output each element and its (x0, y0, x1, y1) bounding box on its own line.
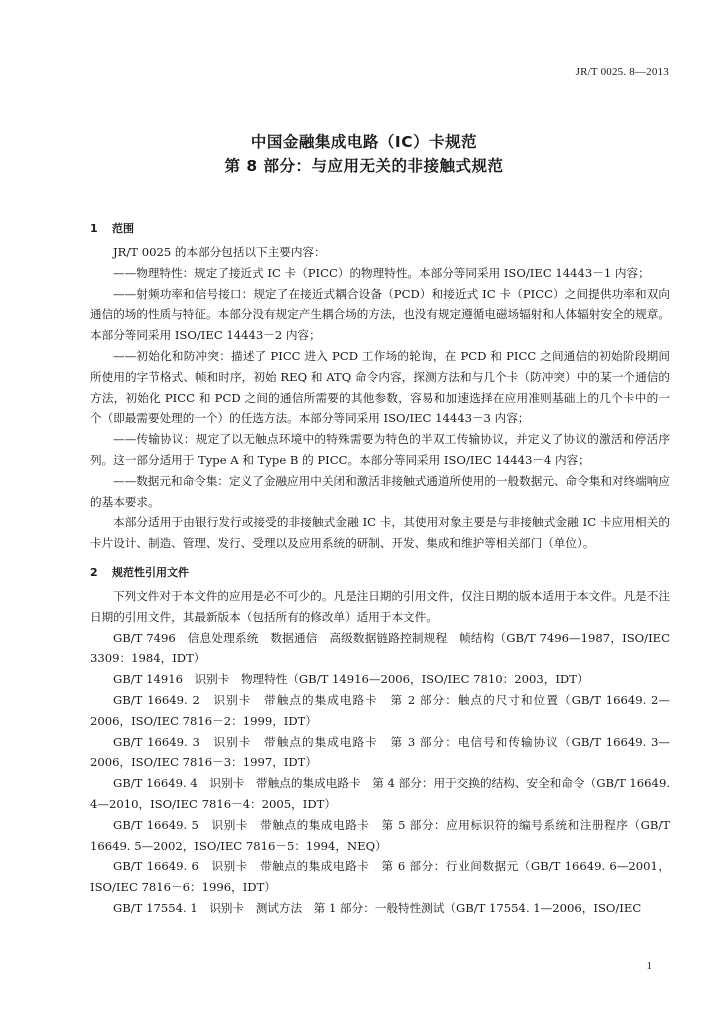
paragraph: 本部分适用于由银行发行或接受的非接触式金融 IC 卡，其使用对象主要是与非接触式金融 IC 卡应用相关的卡片设计、制造、管理、发行、受理以及应用系统的研制、开发、集成和维护等相关部门（单位）。 (90, 515, 670, 551)
reference-entry: GB/T 16649. 3 识别卡 带触点的集成电路卡 第 3 部分：电信号和传输协议（GB/T 16649. 3—2006，ISO/IEC 7816－3：1997，IDT） (90, 734, 670, 770)
reference-entry: GB/T 17554. 1 识别卡 测试方法 第 1 部分：一般特性测试（GB/T 17554. 1—2006，ISO/IEC (113, 900, 642, 915)
section-heading-scope (90, 218, 670, 240)
paragraph: ——射频功率和信号接口：规定了在接近式耦合设备（PCD）和接近式 IC 卡（PICC）之间提供功率和双向通信的场的性质与特征。本部分没有规定产生耦合场的方法，也没有规定遵循电磁场辐射和人体辐射安全的规章。本部分等同采用 ISO/IEC 14443－2 内容； (90, 286, 670, 343)
paragraph: ——物理特性：规定了接近式 IC 卡（PICC）的物理特性。本部分等同采用 ISO/IEC 14443－1 内容； (113, 265, 650, 280)
paragraph: ——数据元和命令集：定义了金融应用中关闭和激活非接触式通道所使用的一般数据元、命令集和对终端响应的基本要求。 (90, 473, 670, 509)
title-line-2: 第 8 部分：与应用无关的非接触式规范 (224, 157, 504, 175)
paragraph: JR/T 0025 的本部分包括以下主要内容： (113, 245, 326, 259)
document-title (0, 130, 728, 178)
paragraph: ——传输协议：规定了以无触点环境中的特殊需要为特色的半双工传输协议，并定义了协议的激活和停活序列。这一部分适用于 Type A 和 Type B 的 PICC。本部分等同采用 ISO/IEC 14443－4 内容； (90, 432, 670, 467)
paragraph: 下列文件对于本文件的应用是必不可少的。凡是注日期的引用文件，仅注日期的版本适用于本文件。凡是不注日期的引用文件，其最新版本（包括所有的修改单）适用于本文件。 (90, 588, 670, 624)
section-title: 范围 (112, 222, 134, 235)
section-number: 1 (90, 222, 98, 235)
section-title: 规范性引用文件 (112, 565, 189, 579)
section-number: 2 (90, 565, 98, 579)
reference-entry: GB/T 16649. 4 识别卡 带触点的集成电路卡 第 4 部分：用于交换的结构、安全和命令（GB/T 16649. 4—2010，ISO/IEC 7816－4：2005，IDT） (90, 776, 670, 811)
reference-entry: GB/T 16649. 6 识别卡 带触点的集成电路卡 第 6 部分：行业间数据元（GB/T 16649. 6—2001，ISO/IEC 7816－6：1996，IDT） (90, 859, 670, 895)
reference-entry: GB/T 7496 信息处理系统 数据通信 高级数据链路控制规程 帧结构（GB/T 7496—1987，ISO/IEC 3309：1984，IDT） (90, 630, 670, 666)
document-body (90, 218, 670, 919)
reference-entry: GB/T 14916 识别卡 物理特性（GB/T 14916—2006，ISO/IEC 7810：2003，IDT） (113, 672, 589, 687)
title-line-1: 中国金融集成电路（IC）卡规范 (250, 133, 478, 151)
page-number: 1 (646, 960, 652, 972)
paragraph: ——初始化和防冲突：描述了 PICC 进入 PCD 工作场的轮询，在 PCD 和 PICC 之间通信的初始阶段期间所使用的字节格式、帧和时序，初始 REQ 和 ATQ 命令内容，探测方法和与几个卡（防冲突）中的某一个通信的方法，初始化 PICC 和 PCD 之间的通信所需要的其他参数，容易和加速选择在应用准则基础上的几个卡中的一个（即最需要处理的一个）的任选方法。本部分等同采用 ISO/IEC 14443－3 内容； (90, 348, 670, 426)
section-heading-normative-references (90, 562, 670, 584)
standard-number: JR/T 0025. 8—2013 (575, 66, 669, 78)
reference-entry: GB/T 16649. 5 识别卡 带触点的集成电路卡 第 5 部分：应用标识符的编号系统和注册程序（GB/T 16649. 5—2002，ISO/IEC 7816－5：1994，NEQ） (90, 817, 670, 853)
reference-entry: GB/T 16649. 2 识别卡 带触点的集成电路卡 第 2 部分：触点的尺寸和位置（GB/T 16649. 2—2006，ISO/IEC 7816－2：1999，IDT） (90, 692, 670, 728)
